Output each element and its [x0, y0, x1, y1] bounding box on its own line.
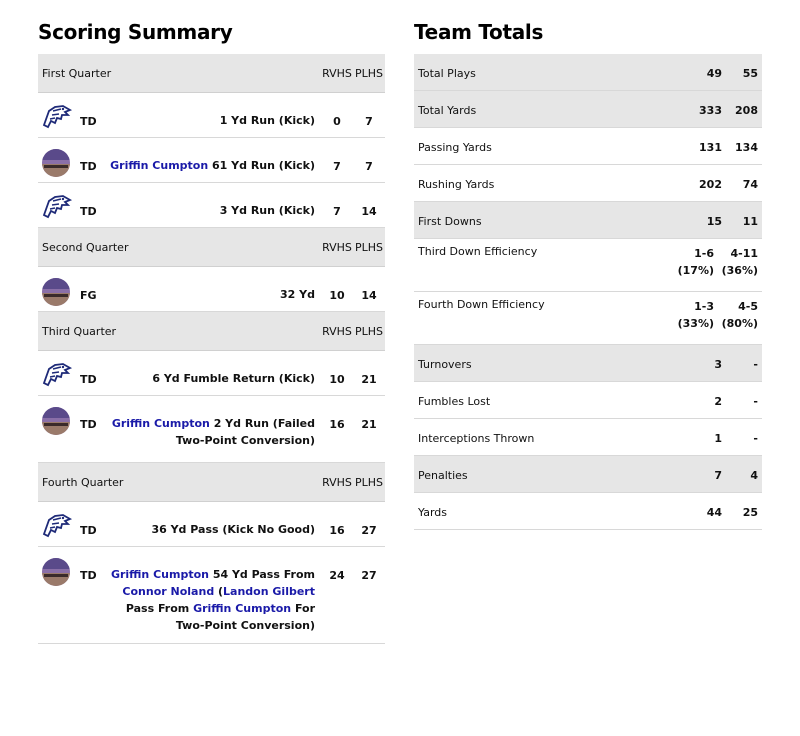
totals-row — [414, 382, 762, 419]
player-link[interactable]: Connor Noland — [122, 585, 215, 598]
play-text: ( — [214, 585, 224, 598]
quarter-name: Fourth Quarter — [42, 475, 124, 489]
stat-label: Total Plays — [418, 67, 476, 80]
stat-label: Passing Yards — [418, 141, 492, 154]
quarter-header — [38, 312, 385, 351]
value-plhs: - — [753, 358, 758, 371]
quarter-header — [38, 54, 385, 93]
team-totals-section — [414, 0, 762, 530]
player-link[interactable]: Griffin Cumpton — [110, 159, 209, 172]
value-plhs: 74 — [742, 178, 758, 191]
team-column-plhs: PLHS — [354, 66, 383, 80]
team-column-plhs: PLHS — [354, 324, 383, 338]
play-text: 54 Yd Pass From — [208, 568, 315, 581]
value-rvhs: 49 — [706, 67, 722, 80]
value-rvhs: 1-6 (17%) — [677, 247, 714, 277]
scoring-play-row — [38, 183, 385, 228]
play-text: 36 Yd Pass (Kick No Good) — [151, 523, 315, 536]
value-plhs: 11 — [742, 215, 758, 228]
stat-label: Yards — [418, 506, 447, 519]
totals-row — [414, 128, 762, 165]
play-description — [110, 370, 321, 387]
play-description — [110, 202, 321, 219]
value-plhs: 25 — [742, 506, 758, 519]
team-photo-logo-icon — [41, 557, 75, 590]
scoring-play-row — [38, 396, 385, 463]
player-link[interactable]: Griffin Cumpton — [111, 417, 210, 430]
stat-label: First Downs — [418, 215, 482, 228]
score-rvhs: 16 — [329, 524, 345, 537]
value-rvhs: 1-3 (33%) — [677, 300, 714, 330]
stat-label: Total Yards — [418, 104, 477, 117]
score-rvhs: 7 — [333, 205, 341, 218]
scoring-table — [38, 54, 385, 644]
value-rvhs: 15 — [706, 215, 722, 228]
totals-table — [414, 54, 762, 530]
totals-row — [414, 292, 762, 345]
totals-row — [414, 91, 762, 128]
value-plhs: 55 — [742, 67, 758, 80]
value-plhs: 208 — [735, 104, 758, 117]
score-plhs: 27 — [361, 569, 377, 582]
eagle-logo-icon — [41, 512, 75, 543]
stat-label: Turnovers — [418, 358, 472, 371]
value-rvhs: 131 — [699, 141, 722, 154]
play-type: TD — [80, 160, 97, 173]
quarter-name: Second Quarter — [42, 240, 129, 254]
score-rvhs: 10 — [329, 289, 345, 302]
score-rvhs: 16 — [329, 418, 345, 431]
stat-label: Penalties — [418, 469, 468, 482]
eagle-logo-icon — [41, 193, 75, 224]
play-text: 32 Yd — [280, 288, 315, 301]
score-rvhs: 10 — [329, 373, 345, 386]
play-description — [110, 157, 321, 174]
play-type: TD — [80, 569, 97, 582]
scoring-play-row — [38, 547, 385, 644]
totals-row — [414, 54, 762, 91]
play-text: 1 Yd Run (Kick) — [219, 114, 315, 127]
play-description — [110, 521, 321, 538]
value-plhs: 134 — [735, 141, 758, 154]
score-rvhs: 7 — [333, 160, 341, 173]
play-text: For Two-Point Conversion) — [175, 602, 315, 632]
stat-label: Fumbles Lost — [418, 395, 491, 408]
totals-row — [414, 345, 762, 382]
quarter-name: Third Quarter — [42, 324, 117, 338]
play-type: TD — [80, 524, 97, 537]
value-rvhs: 3 — [714, 358, 722, 371]
team-column-plhs: PLHS — [354, 240, 383, 254]
totals-row — [414, 456, 762, 493]
stat-label: Fourth Down Efficiency — [418, 298, 545, 311]
team-column-rvhs: RVHS — [322, 240, 352, 254]
value-rvhs: 333 — [699, 104, 722, 117]
totals-row — [414, 239, 762, 292]
totals-row — [414, 202, 762, 239]
team-photo-logo-icon — [41, 277, 75, 310]
score-plhs: 27 — [361, 524, 377, 537]
play-type: TD — [80, 373, 97, 386]
quarter-header — [38, 228, 385, 267]
player-link[interactable]: Griffin Cumpton — [110, 568, 209, 581]
value-plhs: 4-11 (36%) — [721, 247, 758, 277]
value-rvhs: 1 — [714, 432, 722, 445]
totals-row — [414, 165, 762, 202]
value-rvhs: 7 — [714, 469, 722, 482]
score-plhs: 21 — [361, 373, 377, 386]
play-type: TD — [80, 115, 97, 128]
score-rvhs: 0 — [333, 115, 341, 128]
score-plhs: 21 — [361, 418, 377, 431]
score-rvhs: 24 — [329, 569, 345, 582]
totals-row — [414, 419, 762, 456]
eagle-logo-icon — [41, 103, 75, 134]
value-plhs: - — [753, 432, 758, 445]
totals-row — [414, 493, 762, 530]
play-type: TD — [80, 205, 97, 218]
quarter-header — [38, 463, 385, 502]
play-text: 2 Yd Run (Failed Two-Point Conversion) — [175, 417, 315, 447]
score-plhs: 14 — [361, 205, 377, 218]
scoring-play-row — [38, 502, 385, 547]
team-photo-logo-icon — [41, 148, 75, 181]
team-column-rvhs: RVHS — [322, 66, 352, 80]
team-column-rvhs: RVHS — [322, 475, 352, 489]
scoring-play-row — [38, 138, 385, 183]
score-plhs: 7 — [365, 115, 373, 128]
value-plhs: 4-5 (80%) — [721, 300, 758, 330]
scoring-play-row — [38, 93, 385, 138]
scoring-summary-section — [38, 0, 385, 644]
team-photo-logo-icon — [41, 406, 75, 439]
play-text: Pass From — [125, 602, 194, 615]
stat-label: Rushing Yards — [418, 178, 495, 191]
player-link[interactable]: Landon Gilbert — [223, 585, 315, 598]
play-description — [110, 415, 321, 449]
play-type: FG — [80, 289, 97, 302]
play-text: 61 Yd Run (Kick) — [208, 159, 315, 172]
scoring-summary-title: Scoring Summary — [38, 20, 233, 44]
score-plhs: 14 — [361, 289, 377, 302]
play-type: TD — [80, 418, 97, 431]
value-rvhs: 202 — [699, 178, 722, 191]
stat-label: Interceptions Thrown — [418, 432, 535, 445]
play-description — [110, 112, 321, 129]
team-column-plhs: PLHS — [354, 475, 383, 489]
team-column-rvhs: RVHS — [322, 324, 352, 338]
scoring-play-row — [38, 351, 385, 396]
stat-label: Third Down Efficiency — [418, 245, 538, 258]
value-rvhs: 44 — [706, 506, 722, 519]
player-link[interactable]: Griffin Cumpton — [193, 602, 292, 615]
play-text: 6 Yd Fumble Return (Kick) — [152, 372, 315, 385]
value-plhs: 4 — [750, 469, 758, 482]
quarter-name: First Quarter — [42, 66, 112, 80]
team-totals-title: Team Totals — [414, 20, 544, 44]
score-plhs: 7 — [365, 160, 373, 173]
play-description — [110, 286, 321, 303]
eagle-logo-icon — [41, 361, 75, 392]
play-description — [110, 566, 321, 634]
play-text: 3 Yd Run (Kick) — [219, 204, 315, 217]
scoring-play-row — [38, 267, 385, 312]
value-plhs: - — [753, 395, 758, 408]
value-rvhs: 2 — [714, 395, 722, 408]
